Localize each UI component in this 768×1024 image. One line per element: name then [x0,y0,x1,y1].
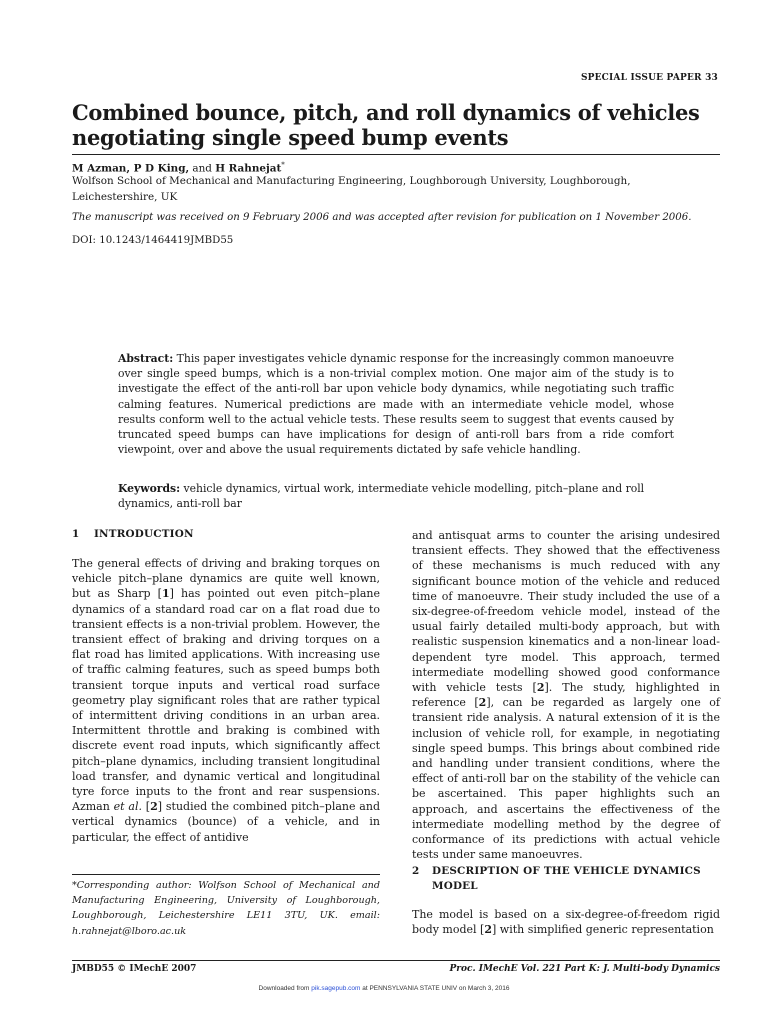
section-title-line1: DESCRIPTION OF THE VEHICLE DYNAMICS [432,865,701,877]
footer-journal-name: Proc. IMechE Vol. 221 Part K: J. Multi-body Dynamics [449,964,720,974]
footnote-divider [72,874,380,875]
text-run: ], can be regarded as largely one of transient ride analysis. A natural extension of it is the inclusion of vehicle roll, for example, in negotiating single speed bumps. This brings about combined ride and handling under transient conditions, where the effect of anti-roll bar on the stability of the vehicle can be ascertained. This paper highlights such an approach, and ascertains the effectiveness of the intermediate modelling method by the degree of conformance of its predictions with actual vehicle tests under same manoeuvres. [412,696,720,862]
citation-ref[interactable]: 2 [150,800,158,814]
section-number: 2 [412,865,420,877]
citation-ref[interactable]: 1 [161,587,170,601]
corresponding-author-footnote: *Corresponding author: Wolfson School of Mechanical and Manufacturing Engineering, University of Loughborough, Loughborough, Leichestershire LE11 3TU, UK. email: h.rahnejat@lboro.ac.uk [72,880,380,937]
author-conjunction: and [189,162,216,175]
citation-ref[interactable]: 2 [484,923,492,937]
keywords [118,481,674,511]
author-names-primary: M Azman, P D King, [72,162,190,175]
affiliation: Wolfson School of Mechanical and Manufacturing Engineering, Loughborough University, Loughborough, Leichestershire, UK [72,175,631,203]
introduction-continued-paragraph [412,528,720,862]
text-run: ] studied the combined pitch–plane and vertical dynamics (bounce) of a vehicle, and in particular, the effect of antidive [72,800,380,844]
keywords-text: vehicle dynamics, virtual work, intermediate vehicle modelling, pitch–plane and roll dynamics, anti-roll bar [118,482,645,511]
download-prefix: Downloaded from [258,985,312,992]
section-2-heading [412,864,722,894]
corresponding-marker: * [281,161,285,169]
paper-title: Combined bounce, pitch, and roll dynamics of vehicles negotiating single speed bump events [72,100,700,150]
footer-journal-code: JMBD55 © IMechE 2007 [72,964,197,974]
author-corresponding: H Rahnejat [215,162,282,175]
section-2-paragraph [412,907,720,937]
keywords-label: Keywords: [118,482,181,495]
abstract-label: Abstract: [118,352,174,365]
text-run: ] with simplified generic representation [491,923,714,937]
footer-divider [72,960,720,961]
abstract [118,351,674,457]
abstract-text: This paper investigates vehicle dynamic response for the increasingly common manoeuvre over single speed bumps, which is a non-trivial complex motion. One major aim of the study is to investigate the effect of the anti-roll bar upon vehicle body dynamics, while negotiating such traffic calming features. Numerical predictions are made with an intermediate vehicle model, whose results conform well to the actual vehicle tests. These results seem to suggest that events caused by truncated speed bumps can have implications for design of anti-roll bars from a ride comfort viewpoint, over and above the usual requirements dictated by safe vehicle handling. [118,352,674,457]
title-divider [72,154,720,155]
section-1-heading [72,528,194,540]
section-title: INTRODUCTION [94,528,194,540]
introduction-paragraph [72,556,380,845]
doi[interactable]: DOI: 10.1243/1464419JMBD55 [72,235,234,246]
text-run: ]. The study, highlighted in reference [ [412,681,720,710]
download-link[interactable]: pik.sagepub.com [311,985,361,992]
text-run: The model is based on a six-degree-of-freedom rigid body model [ [412,908,720,937]
section-number: 1 [72,528,80,540]
special-issue-header: SPECIAL ISSUE PAPER 33 [580,73,718,83]
et-al: et al. [113,800,142,814]
received-note: The manuscript was received on 9 February 2006 and was accepted after revision for publication on 1 November 2006. [72,212,692,223]
section-title-line2: MODEL [432,880,478,892]
citation-ref[interactable]: 2 [478,696,487,710]
download-notice [0,985,768,992]
download-suffix: at PENNSYLVANIA STATE UNIV on March 3, 2016 [360,985,510,992]
text-run: The general effects of driving and braking torques on vehicle pitch–plane dynamics are quite well known, but as Sharp [ [72,557,380,601]
text-run: and antisquat arms to counter the arising undesired transient effects. They showed that the effectiveness of these mechanisms is much reduced with any significant bounce motion of the vehicle and reduced time of manoeuvre. Their study included the use of a six-degree-of-freedom vehicle model, instead of the usual fairly detailed multi-body approach, but with realistic suspension kinematics and a non-linear load-dependent tyre model. This approach, termed intermediate modelling showed good conformance with vehicle tests [ [412,529,720,695]
text-run: [ [141,800,151,814]
text-run: ] has pointed out even pitch–plane dynamics of a standard road car on a flat road due to transient effects is a non-trivial problem. However, the transient effect of braking and driving torques on a flat road has limited applications. With increasing use of traffic calming features, such as speed bumps both transient torque inputs and vertical road surface geometry play significant roles that are rather typical of intermittent driving conditions in an urban area. Intermittent throttle and braking is combined with discrete event road inputs, which significantly affect pitch–plane dynamics, including transient longitudinal load transfer, and dynamic vertical and longitudinal tyre force inputs to the front and rear suspensions. Azman [72,587,380,814]
citation-ref[interactable]: 2 [536,681,545,695]
